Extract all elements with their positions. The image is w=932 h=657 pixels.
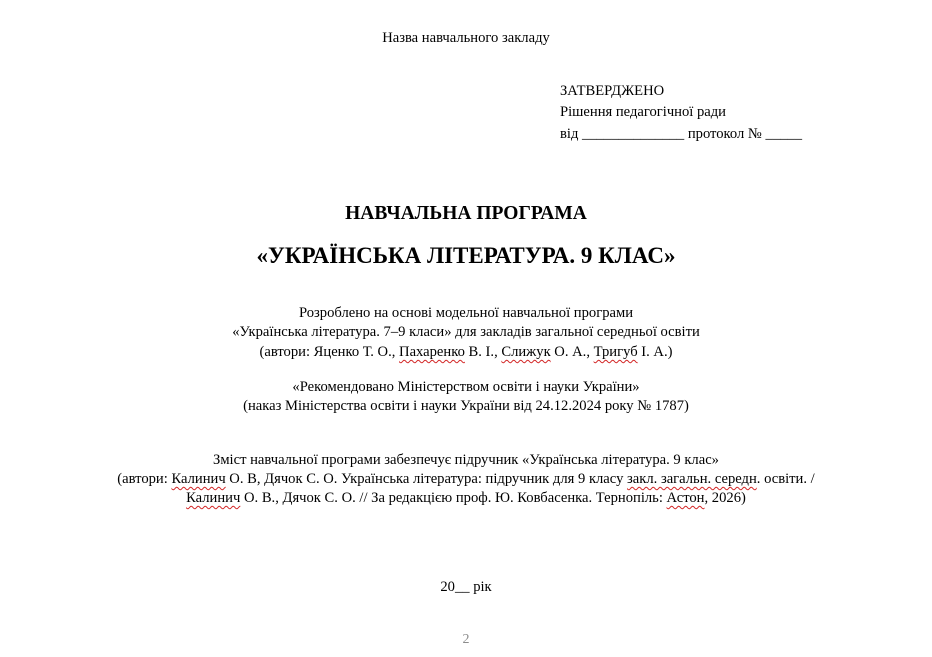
- page-number: 2: [462, 632, 470, 647]
- approval-date-blank: ______________: [582, 126, 685, 142]
- basis-line-1: Розроблено на основі модельної навчальної програми: [298, 305, 634, 321]
- year-line: 20__ рік: [440, 579, 492, 595]
- authors-text: О. А.,: [550, 344, 594, 360]
- recommended-line-1: «Рекомендовано Міністерством освіти і науки України»: [292, 379, 640, 395]
- textbook-text: (автори:: [117, 471, 172, 487]
- textbook-line-2: [0, 469, 932, 489]
- institution-name: Назва навчального закладу: [382, 30, 550, 46]
- approval-protocol-label: протокол №: [687, 126, 762, 142]
- textbook-line-1: Зміст навчальної програми забезпечує підручник «Українська література. 9 клас»: [213, 452, 719, 468]
- author-name-spellcheck: Слижук: [501, 344, 551, 360]
- textbook-text: , 2026): [704, 490, 746, 506]
- basis-authors: [0, 342, 932, 362]
- author-name-spellcheck: Тригуб: [593, 344, 638, 360]
- basis-line-2: «Українська література. 7–9 класи» для закладів загальної середньої освіти: [232, 324, 700, 340]
- author-name-spellcheck: Калинич: [186, 490, 241, 506]
- recommended-order: (наказ Міністерства освіти і науки України від 24.12.2024 року № 1787): [243, 398, 689, 414]
- textbook-text: О. В., Дячок С. О. // За редакцією проф. Ю. Ковбасенка. Тернопіль:: [240, 490, 667, 506]
- approval-date-label: від: [560, 126, 579, 142]
- textbook-text: О. В, Дячок С. О. Українська література: підручник для 9 класу: [225, 471, 628, 487]
- abbreviation-spellcheck: закл. загальн. середн: [627, 471, 757, 487]
- approval-council-decision: Рішення педагогічної ради: [560, 104, 726, 120]
- publisher-spellcheck: Астон: [666, 490, 705, 506]
- approval-protocol-blank: _____: [765, 126, 802, 142]
- authors-text: І. А.): [637, 344, 673, 360]
- approval-heading: ЗАТВЕРДЖЕНО: [560, 83, 665, 99]
- program-subject-title: «УКРАЇНСЬКА ЛІТЕРАТУРА. 9 КЛАС»: [256, 243, 676, 268]
- authors-text: В. І.,: [464, 344, 502, 360]
- author-name-spellcheck: Калинич: [171, 471, 226, 487]
- approval-date-protocol: [560, 124, 802, 144]
- program-title: НАВЧАЛЬНА ПРОГРАМА: [345, 203, 587, 224]
- textbook-text: . освіти. /: [756, 471, 815, 487]
- textbook-line-3: [0, 488, 932, 508]
- authors-text: (автори: Яценко Т. О.,: [259, 344, 400, 360]
- author-name-spellcheck: Пахаренко: [399, 344, 465, 360]
